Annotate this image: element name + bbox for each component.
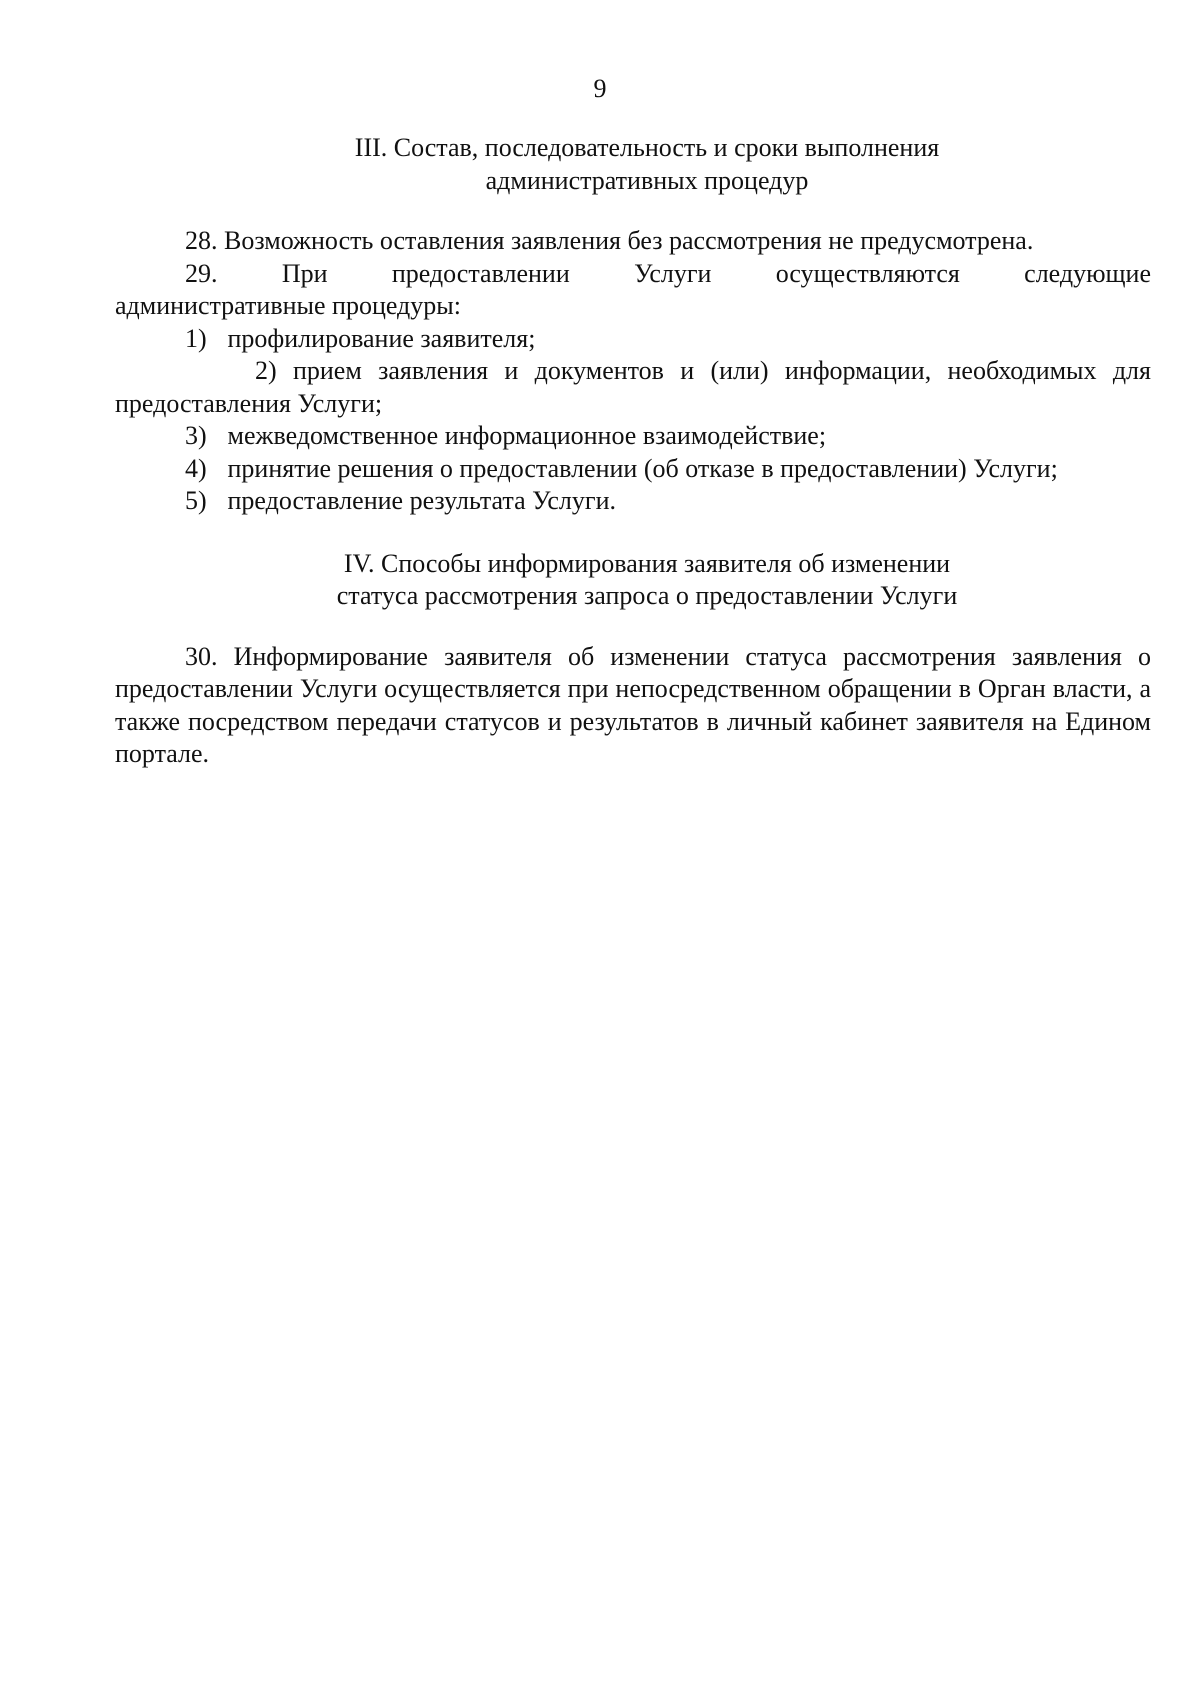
list-item-4 (115, 453, 1151, 486)
page-number: 9 (593, 74, 607, 103)
list-item-text: межведомственное информационное взаимодействие; (227, 421, 827, 450)
paragraph-28: 28. Возможность оставления заявления без рассмотрения не предусмотрена. (185, 226, 1034, 255)
document-body (115, 132, 1151, 771)
list-item-number: 3) (185, 421, 207, 450)
list-item-text: профилирование заявителя; (227, 323, 536, 353)
list-item-number: 1) (185, 323, 207, 353)
paragraph-30: 30. Информирование заявителя об изменении статуса рассмотрения заявления о предоставлении Услуги осуществляется при непосредственном обращении в Орган власти, а также посредством передачи статусов и результатов в личный кабинет заявителя на Едином портале. (115, 641, 1151, 768)
list-item-3 (115, 420, 1151, 453)
section-4-heading (115, 548, 1151, 613)
paragraph-29 (115, 258, 1151, 323)
paragraph-29-line-1: 29. При предоставлении Услуги осуществляются следующие (185, 258, 1151, 288)
list-item-2 (115, 355, 1151, 420)
list-item-text: принятие решения о предоставлении (об отказе в предоставлении) Услуги; (227, 453, 1058, 483)
list-item-1 (115, 323, 1151, 356)
section-4-heading-line-2: статуса рассмотрения запроса о предоставлении Услуги (336, 581, 958, 610)
section-4-heading-line-1: IV. Способы информирования заявителя об изменении (343, 548, 951, 578)
list-item-number: 2) (255, 356, 277, 385)
list-item-text: предоставление результата Услуги. (227, 486, 616, 515)
paragraph-29-line-2: административные процедуры: (115, 291, 461, 320)
list-item-text: прием заявления и документов и (или) информации, необходимых для предоставления Услуги; (115, 356, 1151, 418)
section-3-heading-line-2: административных процедур (485, 165, 809, 195)
list-item-number: 4) (185, 453, 207, 483)
list-item-5 (115, 485, 1151, 518)
section-spacer (115, 518, 1151, 548)
section-3-heading (115, 132, 1151, 197)
list-item-number: 5) (185, 486, 207, 515)
section-3-heading-line-1: III. Состав, последовательность и сроки выполнения (354, 133, 940, 162)
